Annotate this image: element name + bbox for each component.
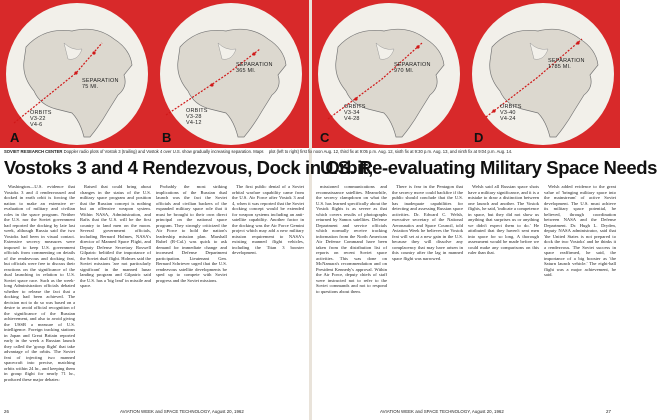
article-column: [544, 184, 616, 406]
caption-left-text: Doppler radio plots of Vostok 3 (trailing) and Vostok 4 over U.S. show gradually increasing separation. Maps: [63, 149, 264, 154]
panel-letter: B: [162, 130, 172, 145]
right-headline: U.S. Re-evaluating Military Space Needs: [320, 157, 657, 178]
page-number-right: 27: [606, 409, 611, 414]
article-column: [316, 184, 387, 406]
panel-letter: D: [474, 130, 484, 145]
left-headline: Vostoks 3 and 4 Rendezvous, Dock in Orbit;: [4, 157, 374, 178]
orbits-label: ORBITS V3-28 V4-12: [186, 108, 208, 126]
column-text: The first public denial of a Soviet orbital warfare capability came from the U.S. Air Force after Vostok 3 and 4, when it was reported that the Soviet docking concept would be extended for weapon systems including an anti-satellite capability. Another factor in the docking was the Air Force Gemini project which may add a new military mission requirement to NASA's existing manned flight vehicles, including the Titan 3 booster development.: [232, 184, 304, 255]
column-text: Welsh added evidence to the great value of 'bringing military space into the mainstream' of active Soviet development. The U.S. must achieve its military space potential, he believed, through coordination between NASA and the Defense Department. Dr. Hugh L. Dryden, deputy NASA administrator, said that 'the United States is not prepared to dock the two Vostoks' and he thinks it a rendezvous. The Soviet success in space reaffirmed, he said, the importance of a big booster as 'the Saturn launch vehicle.' The eight-ball flight was a major achievement, he said.: [544, 184, 616, 277]
orbits-label: ORBITS V3-34 V4-28: [344, 104, 366, 122]
panel-letter: C: [320, 130, 330, 145]
article-column: [80, 184, 151, 406]
caption-right-text: plot (left to right) first fix noon Aug. 12, third fix at 9:05 p.m. Aug. 12, sixth fix at 9:30 p.m. Aug. 13, and ninth fix at 9:04 p.m. Aug. 14.: [268, 149, 513, 154]
magazine-footer-right: AVIATION WEEK and SPACE TECHNOLOGY, August 20, 1962: [380, 409, 504, 414]
column-text: Welsh said all Russian space shots have a military significance, and it is a mistake to draw a distinction between one launch and another. The Vostok flights, he said, 'indicate a competence in space, but they did not show us anything that surprises us or anything we didn't expect them to do.' He attributed that they haven't sent men into space for so long. A thorough assessment would be made before we could make any comparisons on this ruler than that.: [468, 184, 539, 255]
article-column: [392, 184, 463, 406]
separation-label: SEPARATION 75 MI.: [82, 78, 119, 90]
column-text: Probably the most striking implications of the Russian dual launch was the fact the Soviet officials and civilian backers of the expanded military space role that it must be brought to their own direct principal on the national space program. They strongly criticized the Air Force to hold the nation's leadership mission plan. Marshall Rubel (R-Cal.) was quick to ask demand for immediate change and increased Defense Department participation. Lieutenant Gen. Bernard Schriever urged that the U.S. rendezvous satellite developments be sped up to compete with Soviet progress and the Soviet missions.: [156, 184, 227, 283]
article-column: [4, 184, 75, 406]
caption-bold: SOVIET RESEARCH CENTER: [4, 149, 63, 154]
orbits-label: ORBITS V3-22 V4-6: [30, 110, 52, 128]
article-column: [156, 184, 227, 406]
column-text: Washington—U.S. evidence that Vostoks 3 and 4 rendezvoused and docked in earth orbit is forcing the nation to make an extensive re-evaluation of military and civilian roles in the space program. Neither the U.S. nor the Soviet government had reported the docking by late last week, although Russia said the two Vostoks had been in visual contact. Extensive secrecy measures were imposed to keep U.S. government officials from commenting on details of the rendezvous and docking feat, but officials were free to discuss their reactions on the significance of the dual launching in relation to U.S. Soviet space race. Such as the week-long Administration officials debated whether to release the fact that a docking had been achieved. The decision not to do so was based on a desire to avoid official recognition of the significance of the Russian achievement, and also to avoid giving the USSR a measure of U.S. intelligence. Foreign tracking stations in Japan and Great Britain reported early in the week a Russian launch they called the 'group flight' that take advantage of the orbits. The Soviet feat of injecting two manned spacecraft into precise, matching orbits within 24 hr., and keeping them in group flight for nearly 71 hr., produced these major debates:: [4, 184, 75, 382]
column-text: missioned communications and reconnaissance satellites. Meanwhile, the secrecy clampdown on what the U.S. has learned specifically about the Vostok flights is as severe as that which covers results of photographs returned by Samos satellites. Defense Department and service officials which normally receive tracking information from the North American Air Defense Command have been taken from the distribution list of reports on recent Soviet space activities. This was done on McNamara's recommendation and on President Kennedy's approval. Within the Air Force, deputy chiefs of staff were instructed not to refer to the Soviet commands and not to respond to questions about them.: [316, 184, 387, 294]
orbits-label: ORBITS V3-40 V4-24: [500, 104, 522, 122]
map-d-icon: [472, 3, 614, 145]
column-text: Raised that could bring about changes in the status of the U.S. military space program and position that the Russian concept is nothing but an offensive weapon system. Within NASA, Administration, and Rafts that the U.S. will be the first country to land men on the moon. Several government officials, including Bernard Holmes, NASA's director of Manned Space Flight, and Deputy Defense Secretary Roswell Gilpatric belittled the importance of the Soviet dual flight. Holmes said the Soviet missions 'are not particularly significant' in the manned lunar landing program and Gilpatric said the U.S. has a 'big lead' in missile and space.: [80, 184, 151, 288]
map-b-icon: [160, 3, 302, 145]
page-gutter: [309, 0, 312, 420]
globe-panel-b: [160, 3, 302, 145]
panel-letter: A: [10, 130, 20, 145]
map-a-icon: [6, 3, 148, 145]
page-number-left: 26: [4, 409, 9, 414]
article-column: [468, 184, 539, 406]
globe-panel-a: [6, 3, 148, 145]
separation-label: SEPARATION 365 MI.: [236, 62, 273, 74]
article-column: [232, 184, 304, 406]
magazine-footer-left: AVIATION WEEK and SPACE TECHNOLOGY, August 20, 1962: [120, 409, 244, 414]
column-text: There is fear in the Pentagon that the secrecy move could backfire if the public should conclude that the U.S. has inadequate capabilities for detecting and assessing Russian space activities. Dr. Edward C. Welsh, executive secretary of the National Aeronautics and Space Council, told Aviation Week he believes the Vostok feat will set at a new gain in the U.S. because they will dissolve any complacency that may have arisen in this country after the lag in manned space flight was narrowed.: [392, 184, 463, 261]
globe-panel-d: [472, 3, 614, 145]
globe-panel-c: [318, 3, 460, 145]
separation-label: SEPARATION 970 MI.: [394, 62, 431, 74]
map-c-icon: [318, 3, 460, 145]
separation-label: SEPARATION 1785 MI.: [548, 58, 585, 70]
figure-caption: [4, 149, 616, 154]
